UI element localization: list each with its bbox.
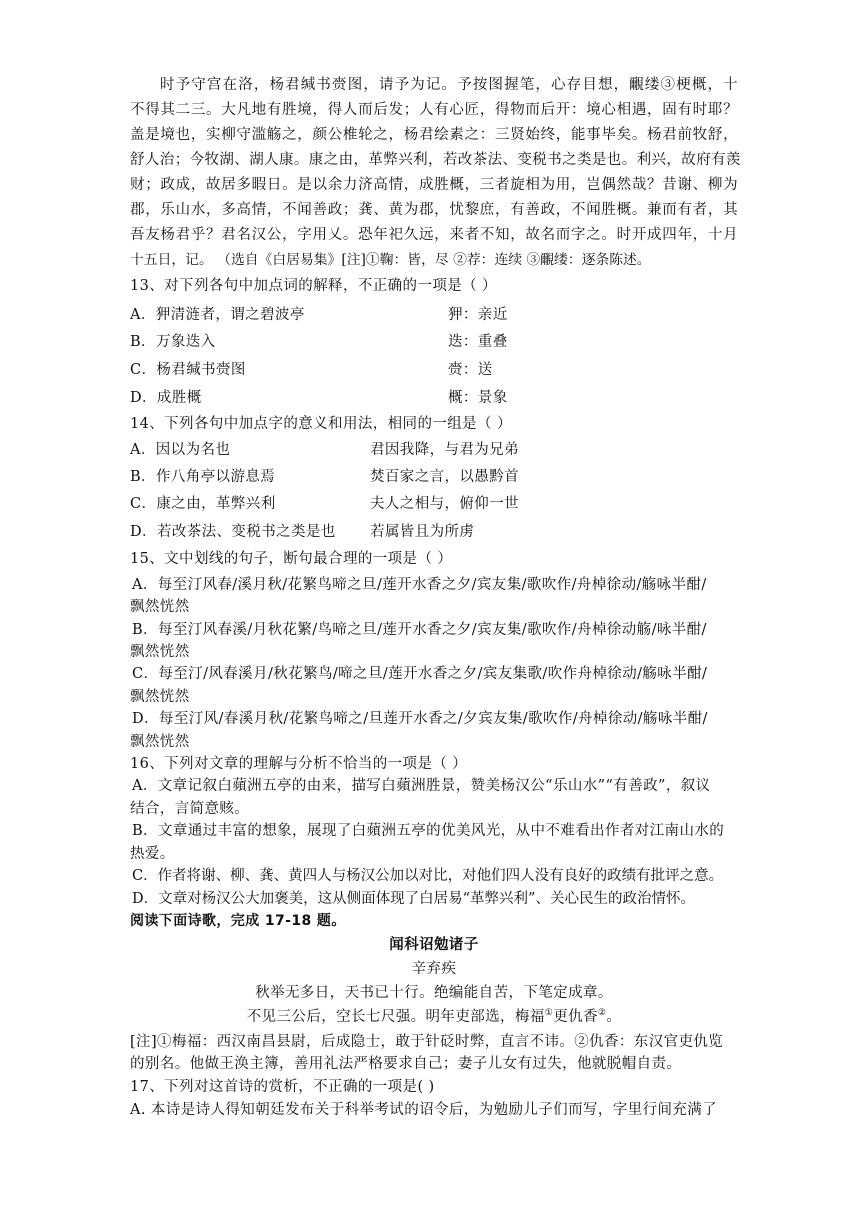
question-14-stem: 14、下列各句中加点字的意义和用法，相同的一组是（ ）: [130, 416, 512, 432]
poem-author: 辛弃疾: [411, 961, 457, 977]
q17-option-a: A. 本诗是诗人得知朝廷发布关于科举考试的诏令后，为勉励儿子们而写，字里行间充满了: [130, 1102, 718, 1118]
passage-line: 郡，乐山水，多高情，不闻善政；龚、黄为郡，忧黎庶，有善政，不闻胜概。兼而有者，其: [130, 202, 738, 218]
q16-option-d: D．文章对杨汉公大加褒美，这从侧面体现了白居易“革弊兴利”、关心民生的政治情怀。: [132, 891, 695, 907]
question-15-stem: 15、文中划线的句子，断句最合理的一项是（ ）: [130, 551, 453, 567]
q15-option-d-cont: 飘然恍然: [130, 734, 190, 750]
q16-option-b-cont: 热爱。: [130, 846, 175, 862]
passage-line: 盖是境也，实柳守滥觞之，颜公椎轮之，杨君绘素之：三贤始终，能事毕矣。杨君前牧舒，: [130, 127, 738, 143]
q16-option-a-cont: 结合，言简意赅。: [130, 801, 250, 817]
q14-option-c: C．康之由，革弊兴利 夫人之相与，俯仰一世: [130, 496, 519, 512]
passage-line: 舒人治；今牧湖、湖人康。康之由，革弊兴利，若改茶法、变税书之类是也。利兴，故府有羡: [130, 152, 741, 168]
q15-option-a: A．每至汀风春/溪月秋/花繁鸟啼之旦/莲开水香之夕/宾友集/歌吹作/舟棹徐动/觞咏半酣/: [132, 577, 707, 593]
q14-option-b: B．作八角亭以游息焉 焚百家之言，以愚黔首: [130, 469, 519, 485]
q14-option-a: A．因以为名也 君因我降，与君为兄弟: [130, 442, 519, 458]
poem-note: [注]①梅福：西汉南昌县尉，后成隐士，敢于针砭时弊，直言不讳。②仇香：东汉官吏仇览: [130, 1034, 724, 1050]
poem-line-2: 不见三公后，空长七尺强。明年吏部选，梅福①更仇香②。: [246, 1008, 622, 1025]
q15-option-c-cont: 飘然恍然: [130, 689, 190, 705]
q16-option-a: A．文章记叙白蘋洲五亭的由来，描写白蘋洲胜景，赞美杨汉公“乐山水”“有善政”，叙议: [132, 778, 711, 794]
q13-option-a: A．狎清涟者，谓之碧波亭 狎：亲近: [130, 307, 508, 323]
passage-line: 时予守宫在洛，杨君缄书赍图，请予为记。予按图握笔，心存目想，覼缕③梗概，十: [160, 77, 738, 93]
q15-option-d: D．每至汀风/春溪月秋/花繁鸟啼之/旦莲开水香之/夕宾友集/歌吹作/舟棹徐动/觞咏半酣/: [132, 711, 708, 727]
q15-option-a-cont: 飘然恍然: [130, 599, 190, 615]
q14-option-d: D．若改茶法、变税书之类是也 若属皆且为所虏: [130, 524, 475, 540]
passage-line: 十五日，记。 （选自《白居易集》[注]①鞠：皆，尽 ②荐：连续 ③覼缕：逐条陈述。: [130, 252, 651, 268]
q15-option-b: B．每至汀风春溪/月秋花繁/鸟啼之旦/莲开水香之夕/宾友集/歌吹作/舟棹徐动觞/咏半酣/: [132, 622, 707, 638]
poem-line-1: 秋举无多日，天书已十行。绝编能自苦，下笔定成章。: [255, 985, 613, 1001]
q13-option-c: C．杨君缄书赍图 赍：送: [130, 362, 493, 378]
q13-option-b: B．万象迭入 迭：重叠: [130, 334, 508, 350]
poem-instructions: 阅读下面诗歌，完成 17-18 题。: [130, 913, 346, 929]
poem-note-cont: 的别名。他做王涣主簿，善用礼法严格要求自己；妻子儿女有过失，他就脱帽自责。: [130, 1056, 682, 1072]
passage-line: 不得其二三。大凡地有胜境，得人而后发；人有心匠，得物而后开：境心相遇，固有时耶？: [130, 102, 738, 118]
question-17-stem: 17、下列对这首诗的赏析，不正确的一项是( ): [130, 1079, 435, 1095]
q13-option-d: D．成胜概 概：景象: [130, 390, 508, 406]
question-13-stem: 13、对下列各句中加点词的解释，不正确的一项是（ ）: [130, 278, 497, 294]
passage-line: 财；政成，故居多暇日。是以余力济高情，成胜概，三者旋相为用，岂偶然哉？昔谢、柳为: [130, 177, 738, 193]
poem-title: 闻科诏勉诸子: [389, 937, 479, 953]
passage-line: 吾友杨君乎？君名汉公，字用乂。恐年祀久远，来者不知，故名而字之。时开成四年，十月: [130, 227, 738, 243]
q15-option-b-cont: 飘然恍然: [130, 644, 190, 660]
q16-option-c: C．作者将谢、柳、龚、黄四人与杨汉公加以对比，对他们四人没有良好的政绩有批评之意。: [132, 868, 724, 884]
question-16-stem: 16、下列对文章的理解与分析不恰当的一项是（ ）: [130, 756, 468, 772]
q15-option-c: C．每至汀/风春溪月/秋花繁鸟/啼之旦/莲开水香之夕/宾友集歌/吹作舟棹徐动/觞咏半酣/: [132, 666, 708, 682]
q16-option-b: B．文章通过丰富的想象，展现了白蘋洲五亭的优美风光，从中不难看出作者对江南山水的: [132, 823, 725, 839]
